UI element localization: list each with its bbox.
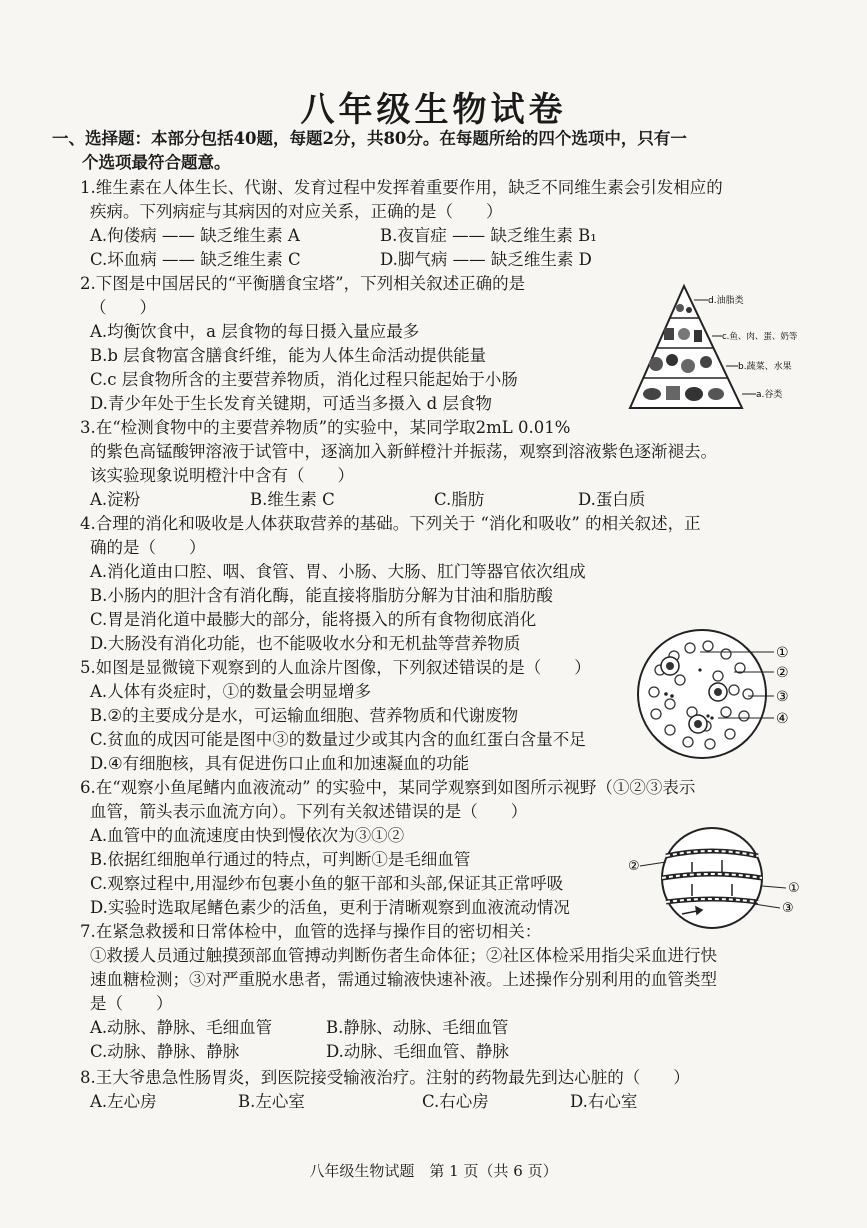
page-footer: 八年级生物试题 第 1 页（共 6 页） — [309, 1162, 558, 1180]
q5-option-d: D.④有细胞核，具有促进伤口止血和加速凝血的功能 — [90, 754, 470, 773]
q4-option-b: B.小肠内的胆汁含有消化酶，能直接将脂肪分解为甘油和脂肪酸 — [90, 586, 553, 605]
blood-label-2: ② — [776, 665, 789, 681]
blood-smear-figure — [630, 620, 810, 770]
q6-option-b: B.依据红细胞单行通过的特点，可判断①是毛细血管 — [90, 850, 471, 869]
q4-option-a: A.消化道由口腔、咽、食管、胃、小肠、大肠、肛门等器官依次组成 — [90, 562, 586, 581]
q6-line-1: 6.在“观察小鱼尾鳍内血液流动” 的实验中，某同学观察到如图所示视野（①②③表示 — [80, 778, 696, 797]
q5-line-1: 5.如图是显微镜下观察到的人血涂片图像，下列叙述错误的是（ ） — [80, 658, 591, 677]
page-title: 八年级生物试卷 — [300, 90, 567, 130]
q6-option-c: C.观察过程中,用湿纱布包裹小鱼的躯干部和头部,保证其正常呼吸 — [90, 874, 564, 893]
fish-tail-figure — [622, 826, 810, 930]
q2-option-a: A.均衡饮食中，a 层食物的每日摄入量应最多 — [90, 322, 420, 341]
q2-option-d: D.青少年处于生长发育关键期，可适当多摄入 d 层食物 — [90, 394, 492, 413]
q7-line-4: 是（ ） — [90, 994, 173, 1013]
q3-option-b: B.维生素 C — [250, 490, 335, 509]
q4-line-1: 4.合理的消化和吸收是人体获取营养的基础。下列关于 “消化和吸收” 的相关叙述，正 — [80, 514, 701, 533]
q2-line-1: 2.下图是中国居民的“平衡膳食宝塔”，下列相关叙述正确的是 — [80, 274, 526, 293]
q3-line-1: 3.在“检测食物中的主要营养物质”的实验中，某同学取2mL 0.01% — [80, 418, 571, 437]
q6-line-2: 血管，箭头表示血流方向）。下列有关叙述错误的是（ ） — [90, 802, 528, 821]
q5-option-a: A.人体有炎症时，①的数量会明显增多 — [90, 682, 372, 701]
q2-line-2: （ ） — [90, 298, 156, 317]
fish-label-1: ① — [788, 881, 800, 896]
q7-option-a: A.动脉、静脉、毛细血管 — [90, 1018, 273, 1037]
q1-line-1: 1.维生素在人体生长、代谢、发育过程中发挥着重要作用，缺乏不同维生素会引发相应的 — [80, 178, 723, 197]
q7-option-d: D.动脉、毛细血管、静脉 — [326, 1042, 509, 1061]
q6-option-d: D.实验时选取尾鳍色素少的活鱼，更利于清晰观察到血液流动情况 — [90, 898, 570, 917]
q8-option-b: B.左心室 — [238, 1092, 305, 1111]
q5-option-b: B.②的主要成分是水，可运输血细胞、营养物质和代谢废物 — [90, 706, 519, 725]
q3-option-c: C.脂肪 — [434, 490, 485, 509]
section-header-line-2: 个选项最符合题意。 — [82, 153, 231, 172]
q1-line-2: 疾病。下列病症与其病因的对应关系，正确的是（ ） — [90, 202, 503, 221]
blood-label-1: ① — [776, 645, 789, 661]
section-header-line-1: 一、选择题：本部分包括40题，每题2分，共80分。在每题所给的四个选项中，只有一 — [52, 129, 687, 148]
blood-label-4: ④ — [776, 711, 789, 727]
q3-option-d: D.蛋白质 — [578, 490, 646, 509]
pyramid-label-a: a.谷类 — [756, 390, 783, 400]
q2-option-c: C.c 层食物所含的主要营养物质，消化过程只能起始于小肠 — [90, 370, 518, 389]
q3-line-2: 的紫色高锰酸钾溶液于试管中，逐滴加入新鲜橙汁并振荡，观察到溶液紫色逐渐褪去。 — [90, 442, 717, 461]
q1-option-c: C.坏血病 —— 缺乏维生素 C — [90, 250, 301, 269]
q8-option-d: D.右心室 — [570, 1092, 638, 1111]
q3-line-3: 该实验现象说明橙汁中含有（ ） — [90, 466, 354, 485]
q4-option-d: D.大肠没有消化功能，也不能吸收水分和无机盐等营养物质 — [90, 634, 521, 653]
pyramid-label-c: c.鱼、肉、蛋、奶等 — [722, 332, 798, 342]
food-pyramid-figure — [622, 282, 818, 412]
q1-option-b: B.夜盲症 —— 缺乏维生素 B₁ — [380, 226, 597, 245]
fish-label-3: ③ — [782, 901, 794, 916]
q3-option-a: A.淀粉 — [90, 490, 141, 509]
pyramid-label-d: d.油脂类 — [708, 296, 744, 306]
q1-option-a: A.佝偻病 —— 缺乏维生素 A — [90, 226, 300, 245]
q2-option-b: B.b 层食物富含膳食纤维，能为人体生命活动提供能量 — [90, 346, 487, 365]
q8-option-a: A.左心房 — [90, 1092, 157, 1111]
pyramid-label-b: b.蔬菜、水果 — [738, 362, 792, 372]
q7-option-c: C.动脉、静脉、静脉 — [90, 1042, 240, 1061]
q5-option-c: C.贫血的成因可能是图中③的数量过少或其内含的血红蛋白含量不足 — [90, 730, 586, 749]
blood-label-3: ③ — [776, 689, 789, 705]
q4-option-c: C.胃是消化道中最膨大的部分，能将摄入的所有食物彻底消化 — [90, 610, 537, 629]
q6-option-a: A.血管中的血流速度由快到慢依次为③①② — [90, 826, 405, 845]
q4-line-2: 确的是（ ） — [90, 538, 206, 557]
q7-line-1: 7.在紧急救援和日常体检中，血管的选择与操作目的密切相关： — [80, 922, 542, 941]
q7-line-3: 速血糖检测；③对严重脱水患者，需通过输液快速补液。上述操作分别利用的血管类型 — [90, 970, 717, 989]
q7-option-b: B.静脉、动脉、毛细血管 — [326, 1018, 509, 1037]
q8-option-c: C.右心房 — [422, 1092, 489, 1111]
q7-line-2: ①救援人员通过触摸颈部血管搏动判断伤者生命体征；②社区体检采用指尖采血进行快 — [90, 946, 717, 965]
q8-line-1: 8.王大爷患急性肠胃炎，到医院接受输液治疗。注射的药物最先到达心脏的（ ） — [80, 1068, 690, 1087]
q1-option-d: D.脚气病 —— 缺乏维生素 D — [380, 250, 592, 269]
fish-label-2: ② — [628, 859, 640, 874]
